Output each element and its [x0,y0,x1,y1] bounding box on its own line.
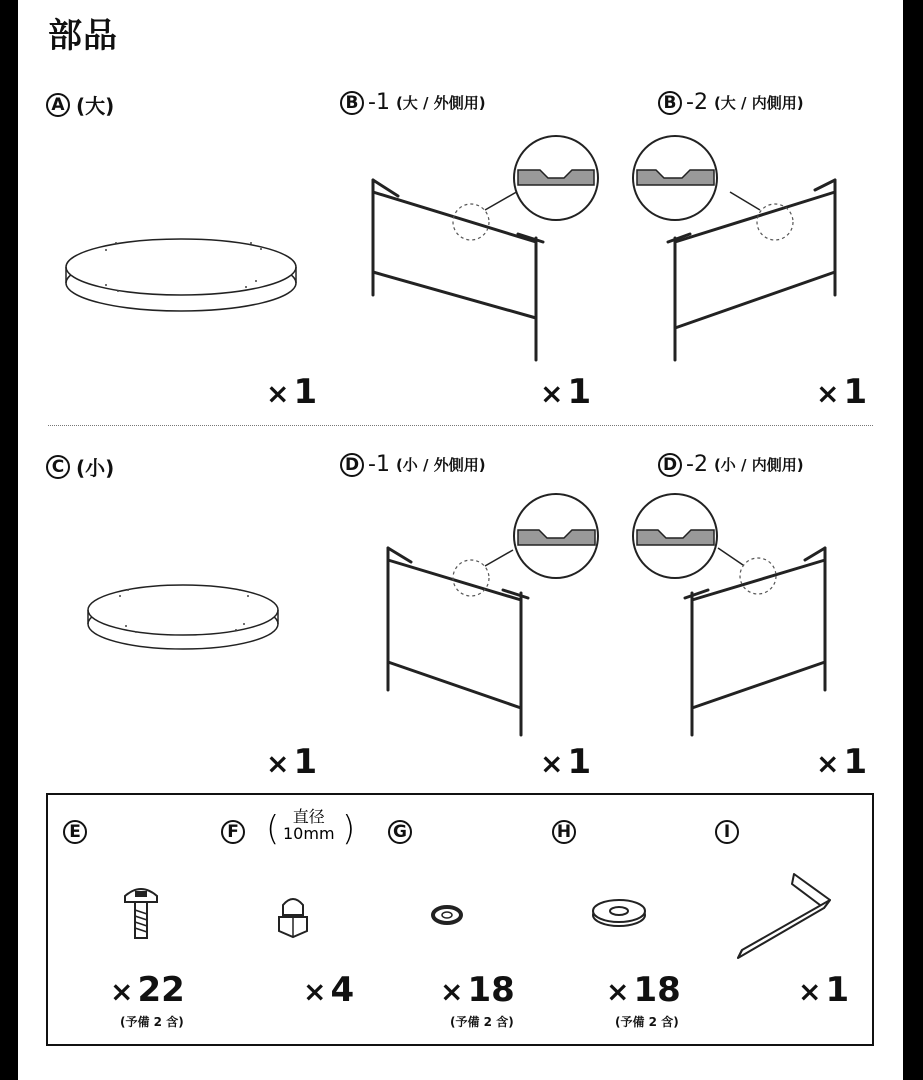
part-letter-badge: F [221,820,245,844]
hardware-g-spare: (予備 2 含) [450,1015,514,1029]
part-d1-qty: × 1 [540,742,592,782]
part-suffix: -1 [368,90,390,115]
part-letter-badge: A [46,93,70,117]
cap-nut-figure [276,893,310,939]
part-note: (小 / 外側用) [395,456,486,474]
part-b2-label [658,90,804,115]
hex-key-figure [734,870,834,960]
part-letter-badge: B [340,91,364,115]
paren-open: ( [266,809,280,849]
row-divider [48,425,873,426]
hardware-i-qty: × 1 [798,970,850,1010]
part-b1-label [340,90,486,115]
part-note: (小 / 内側用) [713,456,804,474]
part-note: (小) [76,456,115,480]
hardware-h-label [552,820,576,844]
part-letter-badge: H [552,820,576,844]
part-suffix: -2 [686,90,708,115]
frame-d2-figure [630,490,860,740]
hardware-g-qty: × 18 [440,970,515,1010]
part-a-qty: × 1 [266,372,318,412]
hardware-f-qty: × 4 [303,970,355,1010]
diameter-note [283,808,335,842]
bolt-figure [123,888,159,942]
part-c-label [46,452,114,481]
frame-d1-figure [373,490,603,740]
spring-washer-figure [430,903,464,927]
hardware-h-spare: (予備 2 含) [615,1015,679,1029]
paren-close: ) [342,809,356,849]
part-letter-badge: D [340,453,364,477]
part-b1-qty: × 1 [540,372,592,412]
hardware-f-label [221,820,245,844]
part-suffix: -2 [686,452,708,477]
hardware-e-qty: × 22 [110,970,185,1010]
part-letter-badge: E [63,820,87,844]
hardware-e-label [63,820,87,844]
diameter-note-label: 直径 [292,807,325,826]
part-letter-badge: I [715,820,739,844]
part-d2-label [658,452,804,477]
part-letter-badge: C [46,455,70,479]
frame-b2-figure [630,130,870,365]
part-suffix: -1 [368,452,390,477]
frame-b1-figure [358,130,598,365]
part-a-label [46,90,114,119]
part-note: (大 / 内側用) [713,94,804,112]
part-d2-qty: × 1 [816,742,868,782]
tabletop-small-figure [88,572,288,662]
tabletop-large-figure [66,215,306,325]
hardware-e-spare: (予備 2 含) [120,1015,184,1029]
part-d1-label [340,452,486,477]
diameter-note-value: 10mm [283,824,335,843]
hardware-g-label [388,820,412,844]
part-letter-badge: G [388,820,412,844]
parts-page [18,0,903,1080]
part-note: (大) [76,94,115,118]
page-title: 部品 [48,16,118,56]
flat-washer-figure [590,898,648,928]
part-letter-badge: D [658,453,682,477]
part-note: (大 / 外側用) [395,94,486,112]
part-letter-badge: B [658,91,682,115]
part-c-qty: × 1 [266,742,318,782]
hardware-h-qty: × 18 [606,970,681,1010]
part-b2-qty: × 1 [816,372,868,412]
hardware-i-label [715,820,739,844]
